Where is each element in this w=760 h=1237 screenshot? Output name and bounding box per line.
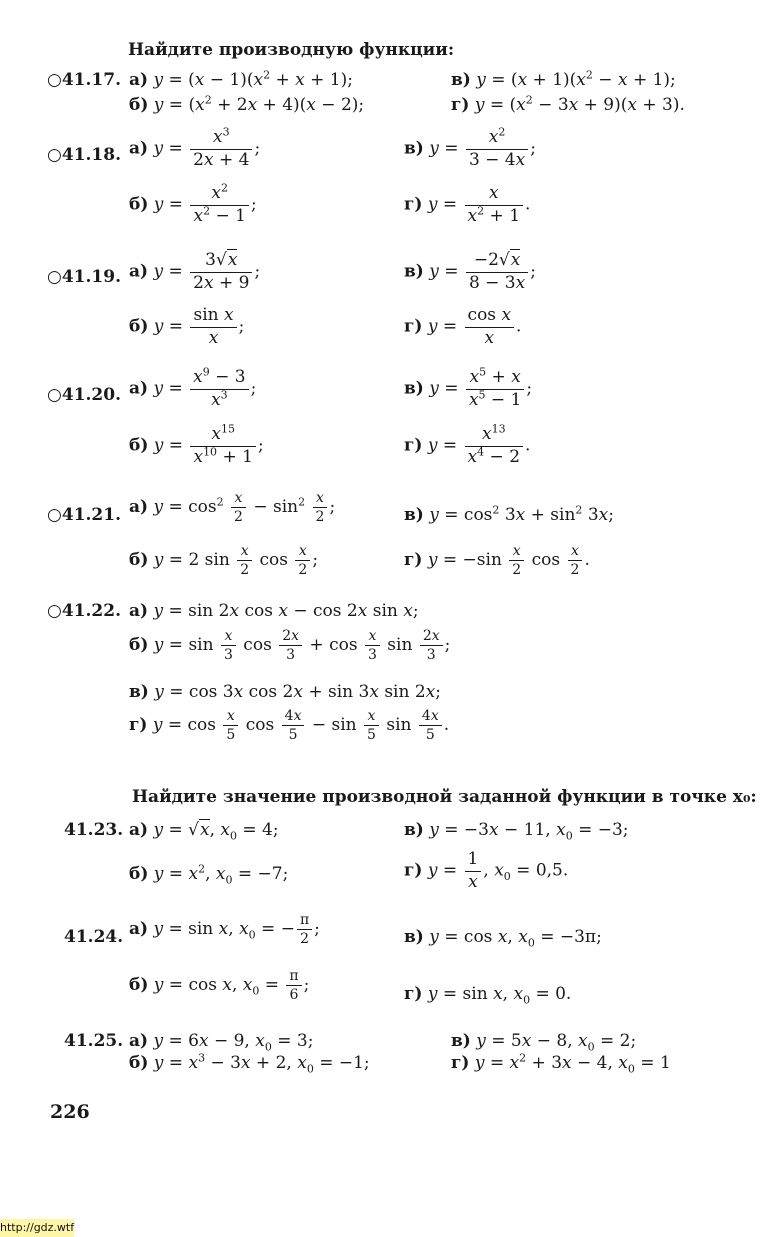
- item-b: б) $y = x^3 - 3x + 2$, $x_0 = -1$;: [129, 1051, 370, 1076]
- item-g: г) y = $\frac{x}{x^2 + 1}$ .: [404, 183, 531, 226]
- item-a: а) y = $\frac{x^3}{2x + 4}$ ;: [129, 125, 261, 170]
- item-g: г) y = −sin $\frac{x}{2}$ cos $\frac{x}{2}$ .: [404, 543, 590, 579]
- item-v: в) $y = (x + 1)(x^2 - x + 1)$;: [451, 68, 676, 90]
- page-number: 226: [50, 1101, 90, 1123]
- item-a: а) y = $\frac{3√x}{2x + 9}$ ;: [129, 250, 261, 293]
- item-v: в) y = $\frac{x^5 + x}{x^5 - 1}$ ;: [404, 365, 533, 410]
- problem-number: 41.25.: [64, 1031, 124, 1051]
- item-b: б) y = $\frac{x^{15}}{x^{10} + 1}$ ;: [129, 422, 264, 467]
- item-g: г) y = $\frac{x^{13}}{x^4 - 2}$ .: [404, 422, 531, 467]
- problem-number: 41.24.: [64, 927, 124, 947]
- item-v: в) y = cos 3x cos 2x + sin 3x sin 2x;: [129, 682, 441, 702]
- item-b: б) $y = x^2$, $x_0 = -7$;: [129, 862, 289, 887]
- item-a: а) $y = (x - 1)(x^2 + x + 1)$;: [129, 68, 353, 90]
- problem-number: ○41.22.: [47, 601, 121, 621]
- item-g: г) y = cos $\frac{x}{5}$ cos $\frac{4x}{5}$ − sin $\frac{x}{5}$ sin $\frac{4x}{5}$ .: [129, 708, 450, 744]
- item-v: в) y = 5x − 8, $x_0 = 2$;: [451, 1031, 637, 1054]
- item-a: а) y = $\frac{x^9 - 3}{x^3}$ ;: [129, 365, 257, 410]
- item-v: в) $y = \cos^2 3x + \sin^2 3x$;: [404, 503, 614, 525]
- item-v: в) y = −3x − 11, $x_0 = -3$;: [404, 820, 629, 843]
- problem-number: ○41.18.: [47, 145, 121, 165]
- item-v: в) y = $\frac{-2√x}{8 - 3x}$ ;: [404, 250, 536, 293]
- problem-number: ○41.19.: [47, 267, 121, 287]
- item-v: в) y = cos x, $x_0 = -3\pi$;: [404, 927, 602, 950]
- item-b: б) y = 2 sin $\frac{x}{2}$ cos $\frac{x}{2}$ ;: [129, 543, 319, 579]
- problem-number: ○41.21.: [47, 505, 121, 525]
- item-g: г) y = $\frac{1}{x}$ , $x_0 = 0,5$.: [404, 849, 569, 892]
- item-a: а) y = sin 2x cos x − cos 2x sin x;: [129, 601, 419, 621]
- item-g: г) y = $\frac{\text{cos x}}{x}$ .: [404, 305, 522, 348]
- item-b: б) y = cos x, $x_0$ = $\frac{\pi}{6}$ ;: [129, 968, 310, 1004]
- section-heading: Найдите значение производной заданной функции в точке x₀:: [132, 787, 757, 807]
- item-a: а) y = √x, $x_0 = 4$;: [129, 820, 279, 843]
- item-g: г) $y = (x^2 - 3x + 9)(x + 3)$.: [451, 93, 685, 115]
- item-b: б) y = $\frac{x^2}{x^2 - 1}$ ;: [129, 181, 257, 226]
- item-b: б) $y = (x^2 + 2x + 4)(x - 2)$;: [129, 93, 365, 115]
- item-v: в) y = $\frac{x^2}{3 - 4x}$ ;: [404, 125, 536, 170]
- item-a: а) y = sin x, $x_0$ = − $\frac{\pi}{2}$ ;: [129, 912, 320, 948]
- item-a: а) $y = \cos^2$ $\frac{x}{2}$ − $\sin^2$ $\frac{x}{2}$ ;: [129, 490, 336, 526]
- item-b: б) y = sin $\frac{x}{3}$ cos $\frac{2x}{3}$ + cos $\frac{x}{3}$ sin $\frac{2x}{3}$ ;: [129, 628, 451, 664]
- problem-number: 41.23.: [64, 820, 124, 840]
- section-heading: Найдите производную функции:: [128, 40, 455, 60]
- item-g: г) $y = x^2 + 3x - 4$, $x_0 = 1$: [451, 1051, 671, 1076]
- problem-number: ○41.20.: [47, 385, 121, 405]
- item-g: г) y = sin x, $x_0 = 0$.: [404, 984, 572, 1007]
- item-a: а) y = 6x − 9, $x_0 = 3$;: [129, 1031, 314, 1054]
- problem-number: ○41.17.: [47, 70, 121, 90]
- item-b: б) y = $\frac{\text{sin x}}{x}$ ;: [129, 305, 245, 348]
- source-label[interactable]: http://gdz.wtf: [0, 1219, 74, 1237]
